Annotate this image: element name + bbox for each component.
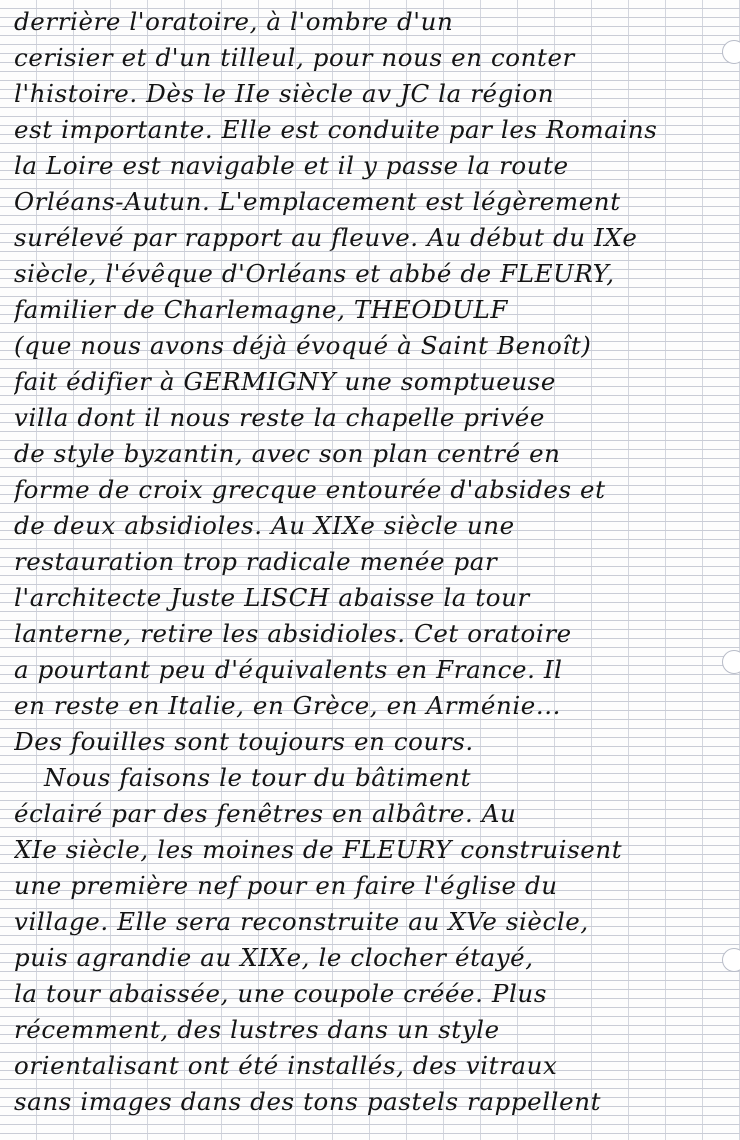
text-line: derrière l'oratoire, à l'ombre d'un	[14, 7, 454, 36]
text-line: de deux absidioles. Au XIXe siècle une	[14, 511, 515, 540]
text-line: Nous faisons le tour du bâtiment	[44, 763, 472, 792]
text-line: surélevé par rapport au fleuve. Au début du IXe	[14, 223, 638, 252]
text-line: fait édifier à GERMIGNY une somptueuse	[14, 367, 556, 396]
text-line: éclairé par des fenêtres en albâtre. Au	[14, 799, 517, 828]
text-line: villa dont il nous reste la chapelle privée	[14, 403, 545, 432]
text-line: l'histoire. Dès le IIe siècle av JC la région	[14, 79, 555, 108]
text-line: la Loire est navigable et il y passe la route	[14, 151, 569, 180]
text-line: restauration trop radicale menée par	[14, 547, 498, 576]
text-line: de style byzantin, avec son plan centré en	[14, 439, 561, 468]
text-line: a pourtant peu d'équivalents en France. Il	[14, 655, 563, 684]
text-line: la tour abaissée, une coupole créée. Plus	[14, 979, 547, 1008]
binder-hole	[722, 40, 740, 64]
text-line: Orléans-Autun. L'emplacement est légèrement	[14, 187, 621, 216]
text-line: puis agrandie au XIXe, le clocher étayé,	[14, 943, 534, 972]
text-line: lanterne, retire les absidioles. Cet oratoire	[14, 619, 572, 648]
text-line: (que nous avons déjà évoqué à Saint Benoît)	[14, 331, 592, 360]
text-line: cerisier et d'un tilleul, pour nous en conter	[14, 43, 575, 72]
text-line: forme de croix grecque entourée d'absides et	[14, 475, 606, 504]
binder-hole	[722, 650, 740, 674]
binder-hole	[722, 948, 740, 972]
text-line: sans images dans des tons pastels rappellent	[14, 1087, 602, 1116]
text-line: XIe siècle, les moines de FLEURY construisent	[14, 835, 623, 864]
text-line: Des fouilles sont toujours en cours.	[14, 727, 474, 756]
text-line: siècle, l'évêque d'Orléans et abbé de FLEURY,	[14, 259, 615, 288]
text-line: est importante. Elle est conduite par les Romains	[14, 115, 658, 144]
text-line: l'architecte Juste LISCH abaisse la tour	[14, 583, 530, 612]
text-line: récemment, des lustres dans un style	[14, 1015, 500, 1044]
text-line: familier de Charlemagne, THEODULF	[14, 295, 508, 324]
text-line: en reste en Italie, en Grèce, en Arménie...	[14, 691, 562, 720]
text-line: une première nef pour en faire l'église du	[14, 871, 558, 900]
text-line: orientalisant ont été installés, des vitraux	[14, 1051, 558, 1080]
text-line: village. Elle sera reconstruite au XVe siècle,	[14, 907, 589, 936]
